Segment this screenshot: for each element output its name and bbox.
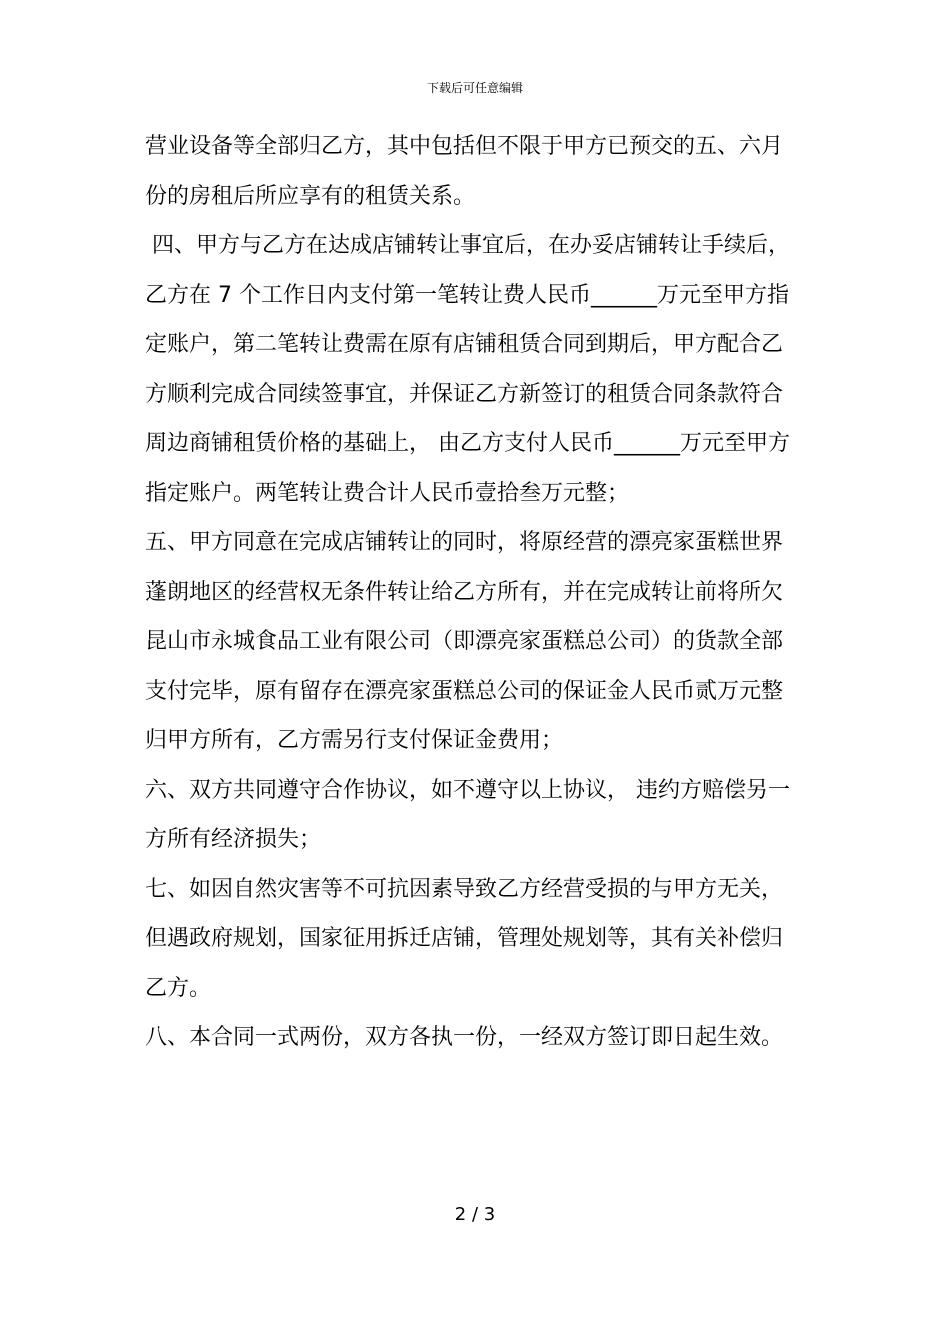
text-line: 方所有经济损失； [145, 827, 322, 852]
text-line: 六、双方共同遵守合作协议，如不遵守以上协议， 违约方赔偿另一 [145, 777, 790, 803]
paragraph-clause-5 [145, 518, 807, 766]
text-line: 指定账户。两笔转让费合计人民币壹拾叁万元整； [145, 480, 630, 506]
page-header: 下载后可任意编辑 [426, 81, 523, 95]
text-line: 支付完毕，原有留存在漂亮家蛋糕总公司的保证金人民币贰万元整 [145, 678, 784, 704]
text-line: 周边商铺租赁价格的基础上， 由乙方支付人民币______万元至甲方 [145, 431, 790, 456]
text-line: 七、如因自然灾害等不可抗因素导致乙方经营受损的与甲方无关， [145, 876, 784, 902]
paragraph-clause-6 [145, 766, 807, 865]
text-line: 归甲方所有，乙方需另行支付保证金费用； [145, 728, 564, 753]
paragraph-clause-8 [145, 1013, 807, 1063]
document-body [145, 122, 807, 1063]
paragraph-business-equipment [145, 122, 807, 221]
text-line: 乙方在 7 个工作日内支付第一笔转让费人民币______万元至甲方指 [145, 282, 789, 308]
text-line: 营业设备等全部归乙方，其中包括但不限于甲方已预交的五、六月 [145, 134, 784, 159]
paragraph-clause-4 [145, 221, 807, 518]
text-line: 乙方。 [145, 975, 212, 1001]
text-line: 八、本合同一式两份，双方各执一份，一经双方签订即日起生效。 [145, 1025, 784, 1050]
text-line: 四、甲方与乙方在达成店铺转让事宜后，在办妥店铺转让手续后， [145, 233, 790, 258]
text-line: 定账户，第二笔转让费需在原有店铺租赁合同到期后，甲方配合乙 [145, 332, 784, 357]
text-line: 蓬朗地区的经营权无条件转让给乙方所有，并在完成转让前将所欠 [145, 579, 784, 605]
text-line: 昆山市永城食品工业有限公司（即漂亮家蛋糕总公司）的货款全部 [145, 629, 784, 654]
text-line: 但遇政府规划，国家征用拆迁店铺，管理处规划等，其有关补偿归 [145, 926, 784, 951]
text-line: 方顺利完成合同续签事宜，并保证乙方新签订的租赁合同条款符合 [145, 381, 784, 407]
paragraph-clause-7 [145, 865, 807, 1014]
text-line: 五、甲方同意在完成店铺转让的同时，将原经营的漂亮家蛋糕世界 [145, 530, 784, 555]
page-number: 2 / 3 [454, 1204, 496, 1225]
text-line: 份的房租后所应享有的租赁关系。 [145, 183, 476, 209]
